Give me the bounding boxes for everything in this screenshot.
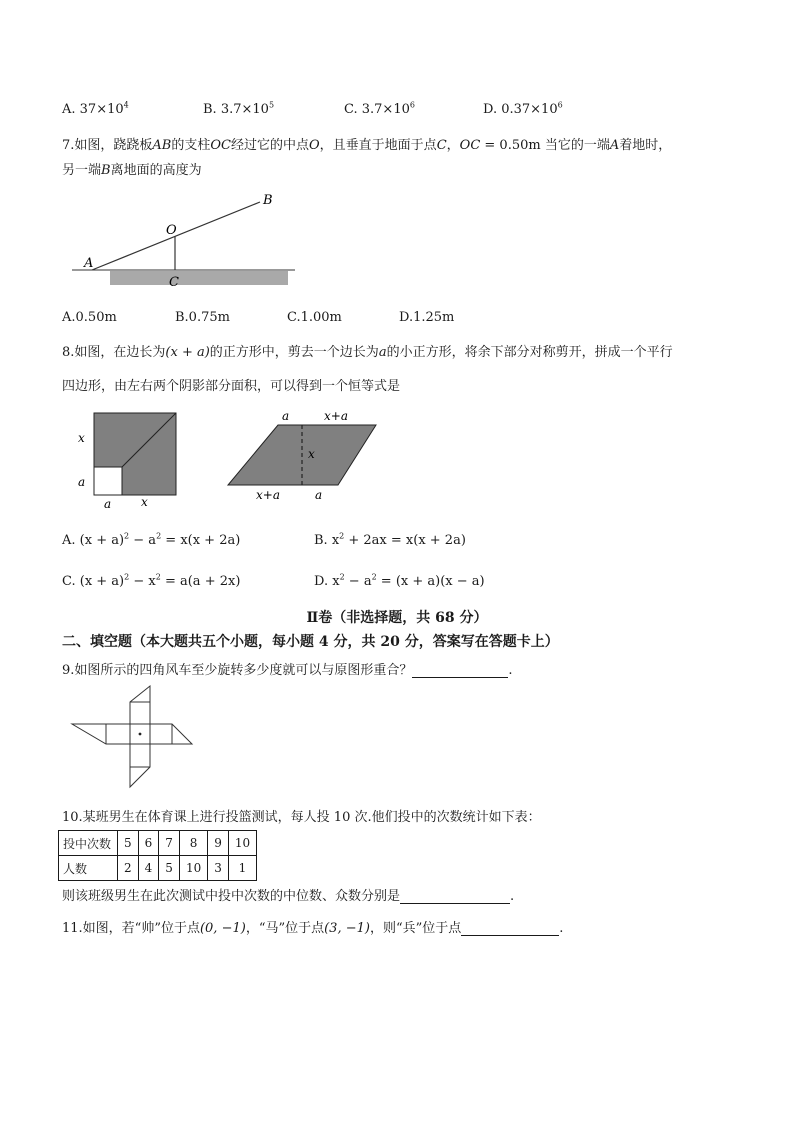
- option-c: C. $3.7\times 10^6$: [344, 100, 415, 117]
- option-b: B. $3.7\times 10^5$: [203, 100, 275, 117]
- q11-answer-blank[interactable]: [461, 923, 559, 936]
- pinwheel-figure: [68, 683, 198, 798]
- q8-option-b: B. $x^2 + 2ax = x(x + 2a)$: [314, 531, 466, 548]
- label-para-xa-top: x+a: [324, 409, 348, 423]
- table-cell: 5: [159, 856, 180, 881]
- q10-answer-blank[interactable]: [400, 891, 510, 904]
- table-row: [59, 831, 257, 856]
- q9-answer-blank[interactable]: [412, 665, 508, 678]
- point-c-label: C: [169, 275, 179, 288]
- table-cell: 6: [138, 831, 159, 856]
- q8-option-c: C. $(x + a)^2 - x^2 = a(a + 2x)$: [62, 572, 241, 589]
- part2-title: Ⅱ卷（非选择题，共 68 分）: [306, 610, 488, 626]
- label-x-bottom: x: [141, 495, 148, 509]
- table-cell: 7: [159, 831, 180, 856]
- label-a-left: a: [78, 475, 86, 489]
- table-cell: 3: [208, 856, 229, 881]
- q8-option-a: A. $(x + a)^2 - a^2 = x(x + 2a)$: [62, 531, 241, 548]
- q8-stem-line1: 8.如图，在边长为(x + a)的正方形中，剪去一个边长为a的小正方形，将余下部分对称剪开，拼成一个平行: [62, 345, 673, 360]
- table-header-cell: 人数: [59, 856, 118, 881]
- seesaw-figure: [70, 188, 300, 288]
- table-cell: 1: [228, 856, 256, 881]
- option-d: D. $0.37\times 10^6$: [483, 100, 563, 117]
- q7-stem-line2: 另一端B离地面的高度为: [62, 163, 202, 178]
- label-a-bottom: a: [104, 497, 112, 511]
- q10-stem: 10.某班男生在体育课上进行投篮测试，每人投 10 次.他们投中的次数统计如下表：: [62, 810, 541, 825]
- table-cell: 2: [118, 856, 139, 881]
- point-b-label: B: [263, 193, 273, 208]
- section2-heading: 二、填空题（本大题共五个小题，每小题 4 分，共 20 分，答案写在答题卡上）: [62, 634, 559, 650]
- table-cell: 5: [118, 831, 139, 856]
- table-cell: 8: [179, 831, 207, 856]
- point-a-label: A: [84, 256, 94, 271]
- q7-option-b: B.0.75m: [175, 310, 230, 325]
- label-para-xa-bottom: x+a: [256, 488, 280, 502]
- table-header-cell: 投中次数: [59, 831, 118, 856]
- q7-option-d: D.1.25m: [399, 310, 455, 325]
- label-x-left: x: [78, 431, 85, 445]
- q7-stem-line1: 7.如图，跷跷板AB的支柱OC经过它的中点O，且垂直于地面于点C，OC = 0.50m 当它的一端A着地时，: [62, 138, 672, 153]
- q8-stem-line2: 四边形，由左右两个阴影部分面积，可以得到一个恒等式是: [62, 379, 401, 394]
- q11-stem: 11.如图，若“帅”位于点(0, −1)，“马”位于点(3, −1)，则“兵”位于点 .: [62, 921, 564, 936]
- q9-stem: 9.如图所示的四角风车至少旋转多少度就可以与原图形重合？ .: [62, 663, 513, 678]
- square-figure: [70, 405, 190, 515]
- parallelogram-figure: [220, 405, 385, 505]
- table-cell: 9: [208, 831, 229, 856]
- point-o-label: O: [166, 223, 177, 238]
- shots-table: [58, 830, 257, 881]
- q8-option-d: D. $x^2 - a^2 = (x + a)(x - a)$: [314, 572, 485, 589]
- table-cell: 10: [228, 831, 256, 856]
- table-cell: 4: [138, 856, 159, 881]
- q7-option-a: A.0.50m: [62, 310, 117, 325]
- q10-question: 则该班级男生在此次测试中投中次数的中位数、众数分别是 .: [62, 889, 515, 904]
- label-para-a-top: a: [282, 409, 290, 423]
- label-para-x-mid: x: [308, 447, 315, 461]
- label-para-a-bottom: a: [315, 488, 323, 502]
- option-a: A. $37\times 10^4$: [62, 100, 129, 117]
- table-row: [59, 856, 257, 881]
- q7-option-c: C.1.00m: [287, 310, 342, 325]
- table-cell: 10: [179, 856, 207, 881]
